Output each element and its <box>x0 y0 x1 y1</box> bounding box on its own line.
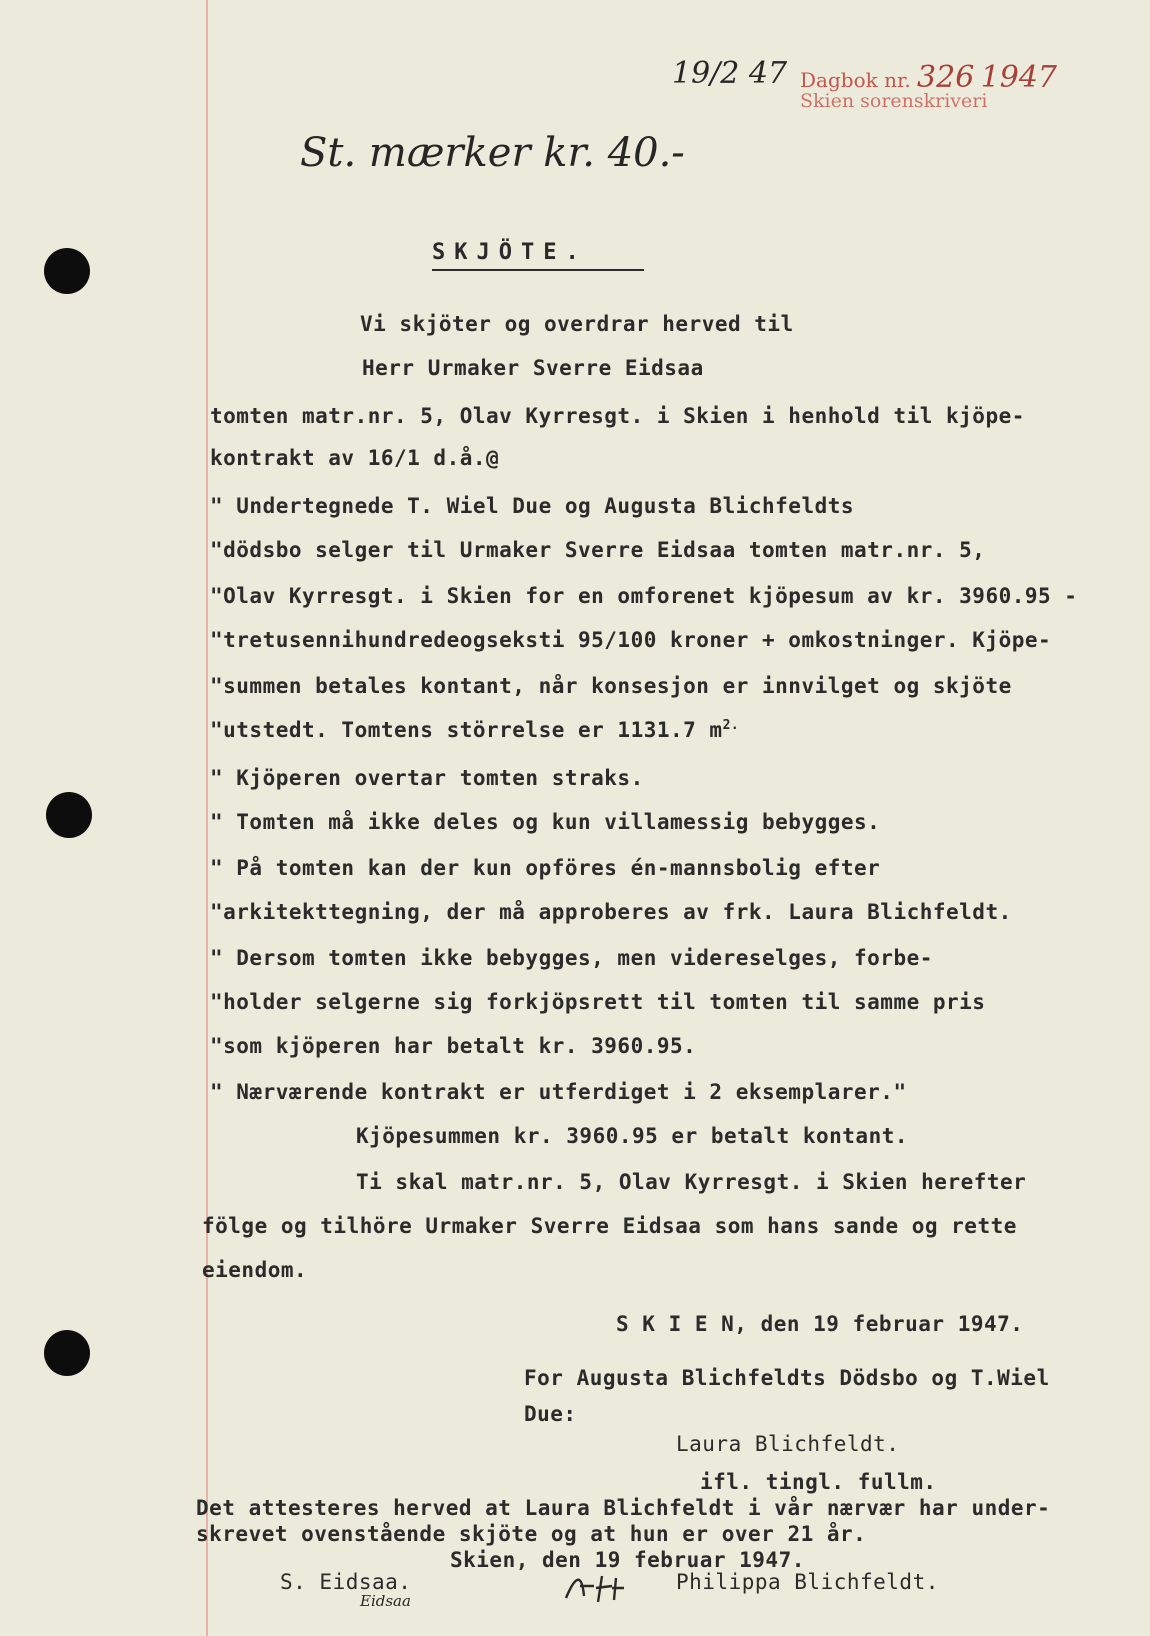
body-line: " Nærværende kontrakt er utferdiget i 2 eksemplarer." <box>210 1080 907 1104</box>
on-behalf-line: For Augusta Blichfeldts Dödsbo og T.Wiel <box>524 1366 1050 1390</box>
punch-hole <box>44 248 90 294</box>
attestation-date: Skien, den 19 februar 1947. <box>450 1548 805 1572</box>
body-line: "som kjöperen har betalt kr. 3960.95. <box>210 1034 697 1058</box>
margin-line <box>206 0 208 1636</box>
attestation-line: Det attesteres herved at Laura Blichfeldt i vår nærvær har under- <box>196 1496 1051 1520</box>
place-date: S K I E N, den 19 februar 1947. <box>616 1312 1024 1336</box>
body-line: Vi skjöter og overdrar herved til <box>360 312 794 336</box>
body-line: fölge og tilhöre Urmaker Sverre Eidsaa som hans sande og rette <box>202 1214 1017 1238</box>
body-line: kontrakt av 16/1 d.å.@ <box>210 446 500 470</box>
title-underline <box>432 269 644 271</box>
attestation-line: skrevet ovenstående skjöte og at hun er over 21 år. <box>196 1522 867 1546</box>
handwritten-fee-note: St. mærker kr. 40.- <box>300 130 685 176</box>
witness-signature: S. Eidsaa. <box>280 1570 412 1594</box>
body-line <box>210 718 739 742</box>
punch-hole <box>46 792 92 838</box>
body-line: eiendom. <box>202 1258 308 1282</box>
body-line: "arkitekttegning, der må approberes av frk. Laura Blichfeldt. <box>210 900 1012 924</box>
body-line: tomten matr.nr. 5, Olav Kyrresgt. i Skien i henhold til kjöpe- <box>210 404 1025 428</box>
body-line: Ti skal matr.nr. 5, Olav Kyrresgt. i Skien herefter <box>356 1170 1027 1194</box>
body-line: Herr Urmaker Sverre Eidsaa <box>362 356 704 380</box>
body-line: "dödsbo selger til Urmaker Sverre Eidsaa tomten matr.nr. 5, <box>210 538 986 562</box>
witness-signature-handwritten: Eidsaa <box>360 1592 411 1610</box>
body-line: "holder selgerne sig forkjöpsrett til tomten til samme pris <box>210 990 986 1014</box>
body-line: " Undertegnede T. Wiel Due og Augusta Blichfeldts <box>210 494 855 518</box>
document-title: SKJÖTE. <box>432 240 588 265</box>
body-line: "tretusennihundredeogseksti 95/100 kroner + omkostninger. Kjöpe- <box>210 628 1052 652</box>
area-superscript: 2. <box>722 718 740 733</box>
area-line-text: "utstedt. Tomtens störrelse er 1131.7 m <box>210 718 723 742</box>
body-line: " Tomten må ikke deles og kun villamessig bebygges. <box>210 810 881 834</box>
body-line: " På tomten kan der kun opföres én-mannsbolig efter <box>210 856 881 880</box>
clerk-initials-mark <box>562 1568 642 1612</box>
body-line: " Dersom tomten ikke bebygges, men videreselges, forbe- <box>210 946 933 970</box>
signatory-note: ifl. tingl. fullm. <box>700 1470 937 1494</box>
body-line: "Olav Kyrresgt. i Skien for en omforenet kjöpesum av kr. 3960.95 - <box>210 584 1078 608</box>
body-line: Kjöpesummen kr. 3960.95 er betalt kontant. <box>356 1124 909 1148</box>
witness-signature: Philippa Blichfeldt. <box>676 1570 939 1594</box>
on-behalf-line: Due: <box>524 1402 577 1426</box>
stamp-number: 326 <box>917 60 975 95</box>
stamp-year: 1947 <box>980 60 1058 95</box>
signatory-name: Laura Blichfeldt. <box>676 1432 900 1456</box>
body-line: " Kjöperen overtar tomten straks. <box>210 766 644 790</box>
body-line: "summen betales kontant, når konsesjon er innvilget og skjöte <box>210 674 1012 698</box>
handwritten-date: 19/2 47 <box>672 56 788 91</box>
punch-hole <box>44 1330 90 1376</box>
stamp-label: Dagbok nr. <box>800 68 911 92</box>
stamp-office: Skien sorenskriveri <box>800 90 988 112</box>
